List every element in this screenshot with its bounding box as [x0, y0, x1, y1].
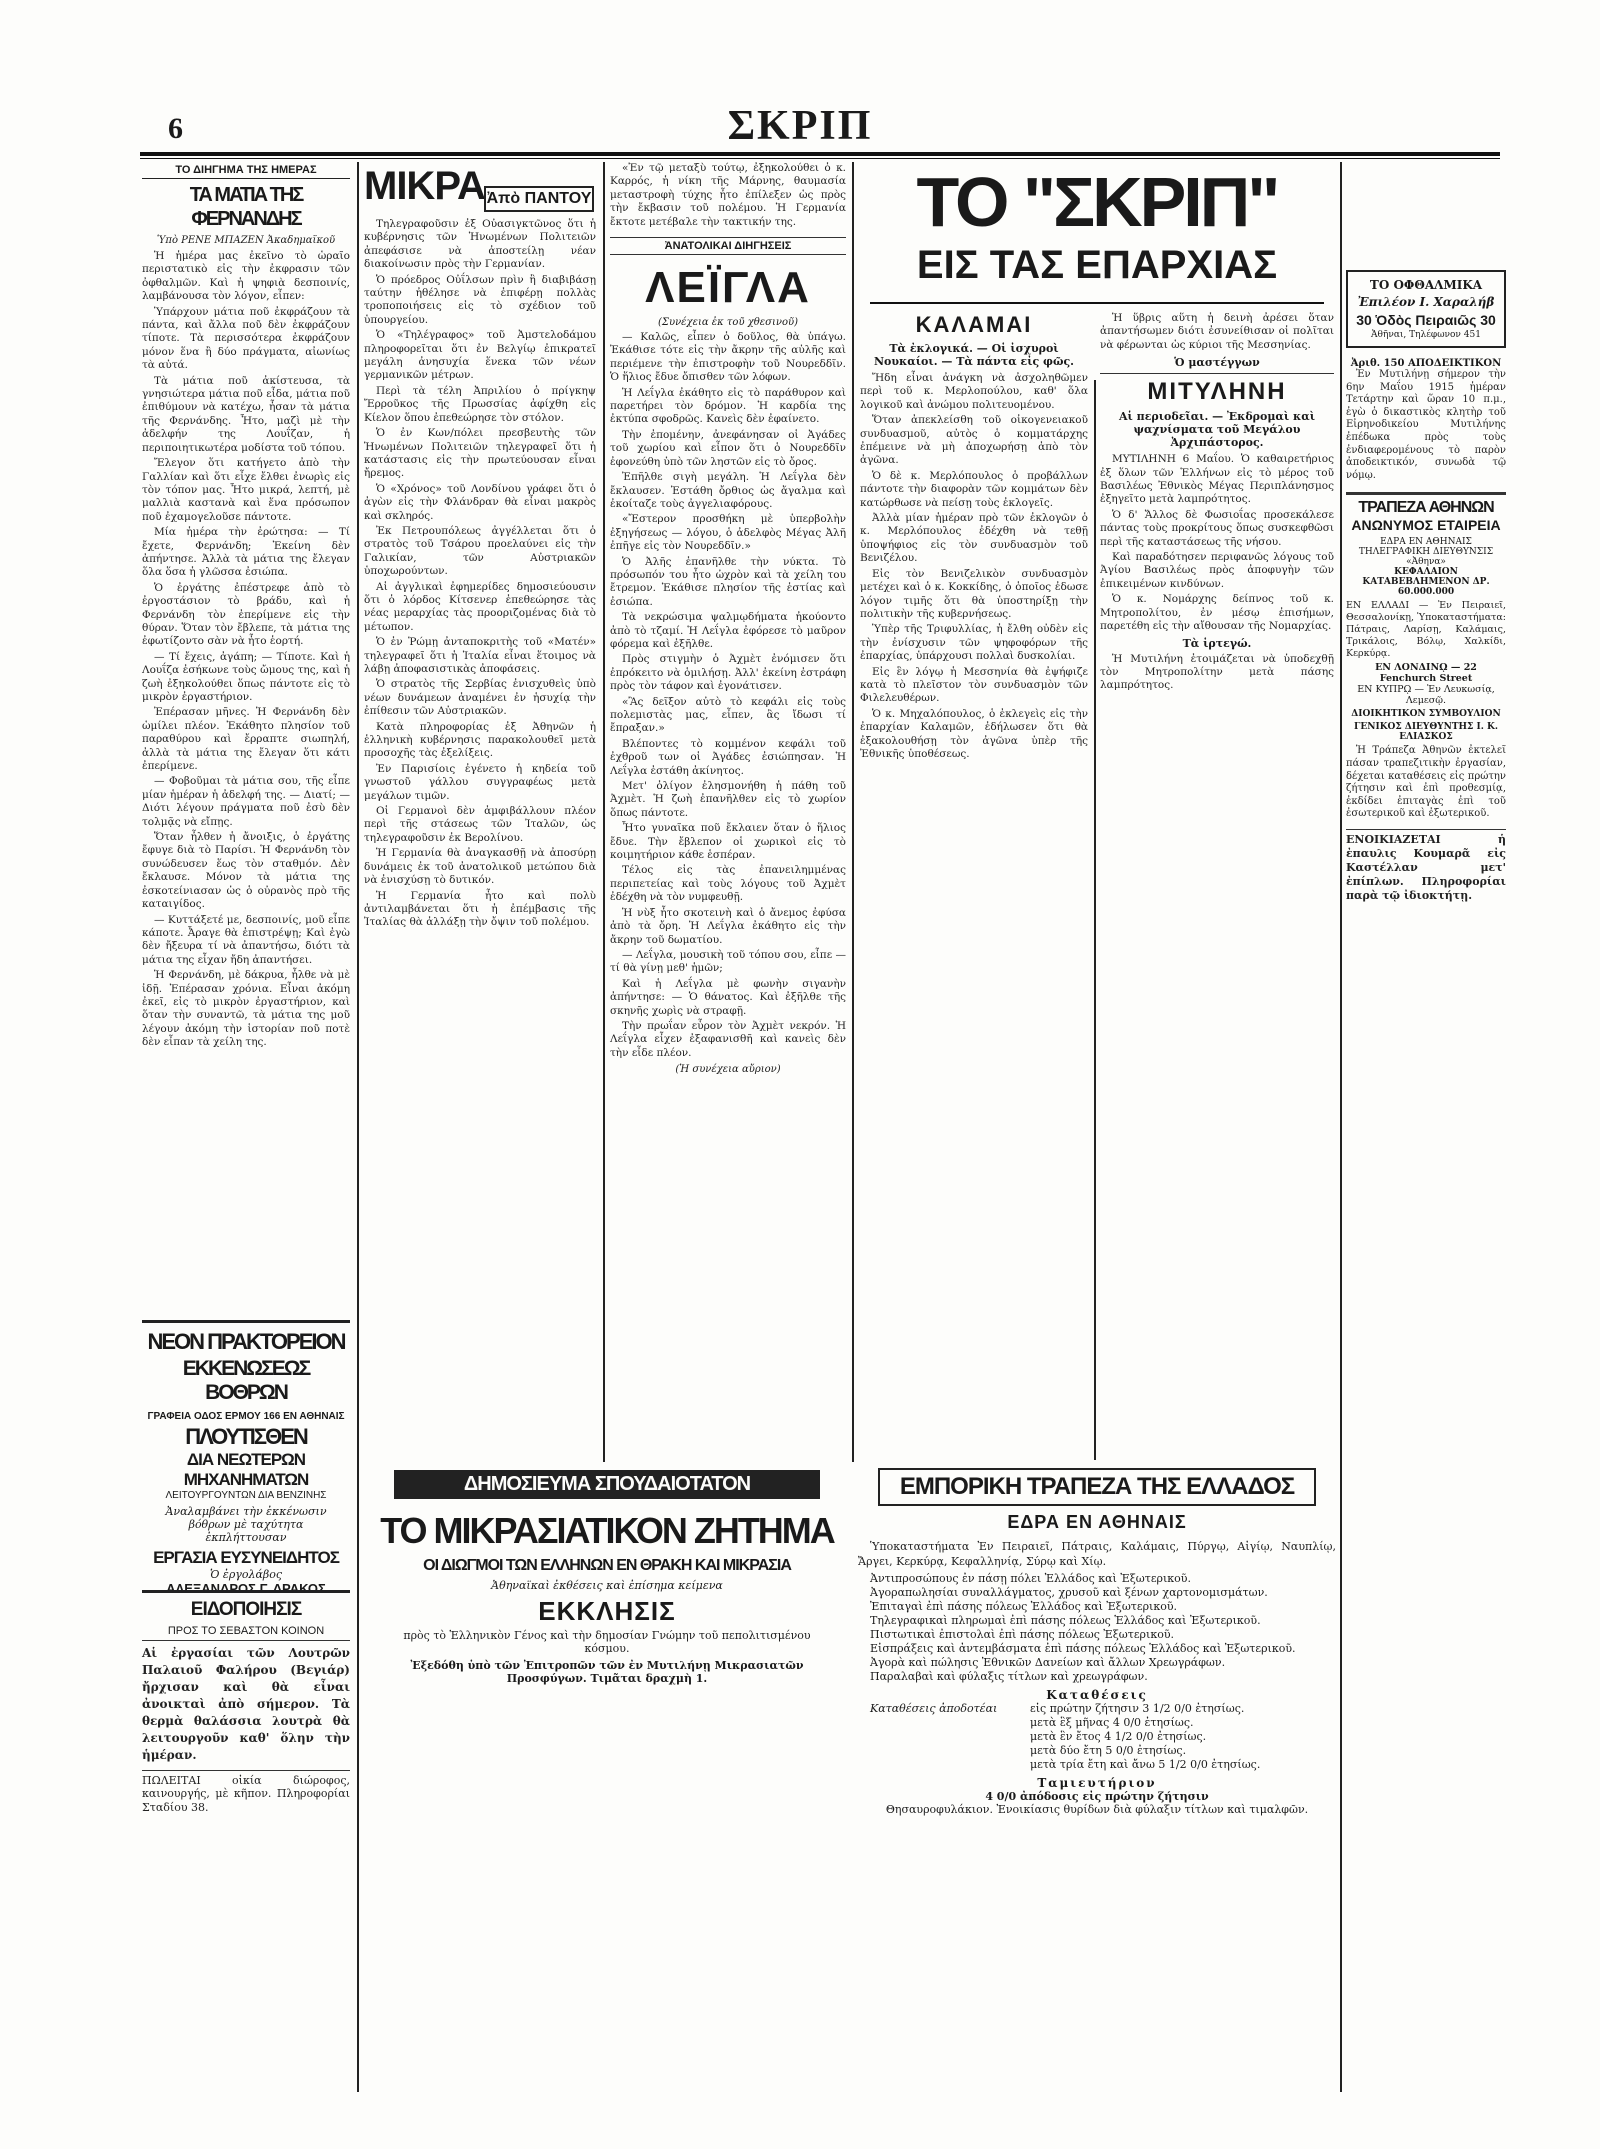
emporiki-deposits: [858, 1702, 1336, 1772]
kalamai-paragraph: Ἤδη εἶναι ἀνάγκη νὰ ἀσχοληθῶμεν περὶ τοῦ κ. Μερλοπούλου, καθ' ὅλα λογικοῦ καὶ ἀνώμου πολιτευομένου.: [860, 372, 1088, 411]
students-line: Ἀθηναϊκαὶ ἐκθέσεις καὶ ἐπίσημα κείμενα: [491, 1579, 723, 1592]
ad-address: ΓΡΑΦΕΙΑ ΟΔΟΣ ΕΡΜΟΥ 166 ΕΝ ΑΘΗΝΑΙΣ: [147, 1411, 345, 1422]
kalamai-continued: Ἡ ὕβρις αὕτη ἡ δεινὴ ἀρέσει ὅταν ἀπαντήσωμεν διότι ἐσυνείθισαν οἱ πολῖται νὰ φέρωνται ὡς κύριοι τῆς Μεσσηνίας.: [1100, 312, 1334, 351]
story-paragraph: Ὑπάρχουν μάτια ποῦ ἐκφράζουν τὰ πάντα, καὶ ἄλλα ποῦ δὲν ἐκφράζουν τίποτε. Τὰ περισσότερα ἐκφράζουν μόνον ἕνα ἢ δύο πράγματα, αἰωνίως τὰ αὐτά.: [142, 305, 350, 372]
emporiki-bank-ad: [858, 1468, 1336, 1898]
students-appeal-text: πρὸς τὸ Ἑλληνικὸν Γένος καὶ τὴν δημοσίαν Γνώμην τοῦ πεπολιτισμένου κόσμου.: [403, 1629, 811, 1655]
story-of-the-day: [142, 162, 350, 1312]
students-title: ΤΟ ΜΙΚΡΑΣΙΑΤΙΚΟΝ ΖΗΤΗΜΑ: [380, 1510, 834, 1551]
deposit-rate-item: εἰς πρώτην ζήτησιν 3 1/2 0/0 ἐτησίως.: [1030, 1702, 1245, 1715]
bank-athens-tele: ΤΗΛΕΓΡΑΦΙΚΗ ΔΙΕΥΘΥΝΣΙΣ «Ἀθηνα»: [1358, 547, 1494, 568]
tale-paragraph: — Λεΐγλα, μουσικὴ τοῦ τόπου σου, εἶπε — τί θὰ γίνῃ μεθ' ἡμῶν;: [610, 948, 846, 975]
masthead: [0, 0, 1600, 170]
brief-paragraph: Ὁ «Χρόνος» τοῦ Λονδίνου γράφει ὅτι ὁ ἀγὼν εἰς τὴν Φλάνδραν θὰ εἶναι μακρὸς καὶ σκληρός.: [364, 482, 596, 522]
emporiki-services: [858, 1572, 1336, 1684]
bank-service-item: Πιστωτικαὶ ἐπιστολαὶ ἐπὶ πάσης πόλεως Ἐξωτερικοῦ.: [870, 1628, 1175, 1641]
mytilene-paragraph: ΜΥΤΙΛΗΝΗ 6 Μαΐου. Ὁ καθαιρετήριος ἐξ ὅλων τῶν Ἑλλήνων εἰς τὸ μέρος τοῦ Βασιλέως Ἐθνικὸς Μέγας Περιπλάνησμος ἐξηγεῖτο μετὰ λαμπρότητος.: [1100, 453, 1334, 506]
deposits-rates: [1030, 1702, 1336, 1772]
mytilene-report: [1100, 312, 1334, 1312]
provinces-title: ΤΟ "ΣΚΡΙΠ": [916, 163, 1278, 241]
tale-paragraph: Καὶ ἡ Λεΐγλα μὲ φωνὴν σιγανὴν ἀπήντησε: — Ὁ θάνατος. Καὶ ἐξῆλθε τῆς σκηνῆς χωρὶς νὰ στραφῇ.: [610, 977, 846, 1017]
brief-paragraph: Ὁ «Τηλέγραφος» τοῦ Ἀμστελοδάμου πληροφορεῖται ὅτι ἐν Βελγίῳ ἐπικρατεῖ μεγάλη ἀνησυχία ἕνεκα τῶν νέων γερμανικῶν μέτρων.: [364, 329, 596, 382]
deposit-rate-item: μετὰ δύο ἔτη 5 0/0 ἐτησίως.: [1030, 1744, 1187, 1757]
rent-notice: ΕΝΟΙΚΙΑΖΕΤΑΙ ἡ ἐπαυλις Κουμαρᾶ εἰς Καστέλλαν μετ' ἐπίπλων. Πληροφορίαι παρὰ τῷ ἰδιοκτήτῃ.: [1346, 829, 1506, 903]
right-column: [1346, 162, 1506, 2092]
tale-paragraph: «Ἔστερον προσθήκη μὲ ὑπερβολὴν ἐξηγήσεως — λόγου, ὁ ἀδελφὸς Μέγας Ἀλῆ ἐπῆγε εἰς τὸν Νουρεδδῖν.»: [610, 513, 846, 553]
brief-paragraph: Περὶ τὰ τέλη Ἀπριλίου ὁ πρίγκηψ Ἔρροῦκος τῆς Πρωσσίας ἀφίχθη εἰς Κίελον ὅπου ἐπεθεώρησε τὸν στόλον.: [364, 384, 596, 424]
mytilene-subheading: Αἱ περιοδεῖαι. — Ἐκδρομαὶ καὶ ψαχνίσματα τοῦ Μεγάλου Ἀρχιπάστορος.: [1118, 410, 1316, 450]
story-title: ΤΑ ΜΑΤΙΑ ΤΗΣ ΦΕΡΝΑΝΔΗΣ: [189, 184, 303, 230]
tale-paragraph: «Ἂς δεῖξον αὐτὸ τὸ κεφάλι εἰς τοὺς πολεμιστὰς μας, εἶπεν, ἂς ἴδωσι τί ἔπραξαν.»: [610, 695, 846, 735]
story-paragraph: Ἐπέρασαν μῆνες. Ἡ Φερνάνδη δὲν ὡμίλει πλέον. Ἐκάθητο πλησίον τοῦ παραθύρου καὶ ἔρραπτε σιωπηλή, ἀλλὰ τὰ μάτια της ἔλεγαν ὅτι κάτι ἐπερίμενε.: [142, 706, 350, 773]
tale-paragraph: Τέλος εἰς τὰς ἐπανειλημμένας περιπετείας καὶ τοὺς λόγους τοῦ Ἀχμὲτ ἐδέχθη νὰ τὸν νυμφευθῇ.: [610, 864, 846, 904]
kalamai-subheading: Τὰ ἐκλογικά. — Οἱ ἰσχυροὶ Νουκαίοι. — Τὰ πάντα εἰς φῶς.: [873, 342, 1075, 368]
brief-subtitle-box: [484, 186, 594, 212]
kalamai-paragraph: Ὁ κ. Μηχαλόπουλος, ὁ ἐκλεγεὶς εἰς τὴν ἐπαρχίαν Καλαμῶν, ἐδήλωσεν ὅτι θὰ ἐξακολουθήσῃ τὸν ἀγῶνα ὑπὲρ τῆς Ἐθνικῆς ὑποθέσεως.: [860, 707, 1088, 760]
bank-athens-capital: ΚΕΦΑΛΑΙΟΝ ΚΑΤΑΒΕΒΛΗΜΕΝΟΝ ΔΡ. 60.000.000: [1362, 567, 1490, 598]
deposit-rate-item: μετὰ ἓν ἔτος 4 1/2 0/0 ἐτησίως.: [1030, 1730, 1207, 1743]
ad-cesspit-service: [142, 1320, 350, 1596]
tale-paragraph: Ἡ Λεΐγλα ἐκάθητο εἰς τὸ παράθυρον καὶ παρετήρει τὸν δρόμον. Ἡ καρδία της ἐκτύπα σφοδρῶς. Κανεὶς δὲν ἐφαίνετο.: [610, 386, 846, 426]
bank-service-item: Ἐπιταγαὶ ἐπὶ πάσης πόλεως Ἑλλάδος καὶ Ἐξωτερικοῦ.: [870, 1600, 1178, 1613]
brief-paragraph: Ἐν Παρισίοις ἐγένετο ἡ κηδεία τοῦ γνωστοῦ γάλλου συγγραφέως μετὰ μεγάλων τιμῶν.: [364, 762, 596, 802]
bank-athens-text: Ἡ Τράπεζα Ἀθηνῶν ἐκτελεῖ πάσαν τραπεζιτικὴν ἐργασίαν, δέχεται καταθέσεις εἰς πρώτην ζήτησιν καὶ ἐπὶ προθεσμίᾳ, ἐκδίδει ἐπιταγὰς ἐπὶ τοῦ ἐσωτερικοῦ καὶ ἐξωτερικοῦ.: [1346, 745, 1506, 820]
tale-paragraph: Βλέποντες τὸ κομμένον κεφάλι τοῦ ἐχθροῦ των οἱ Ἀγάδες ἐσιώπησαν. Ἡ Λεΐγλα ἐστάθη ἀκίνητος.: [610, 737, 846, 777]
bank-service-item: Εἰσπράξεις καὶ ἀντεμβάσματα ἐπὶ πάσης πόλεως Ἑλλάδος καὶ Ἐξωτερικοῦ.: [870, 1642, 1296, 1655]
masthead-rule-thin: [140, 158, 1500, 159]
brief-paragraph: Ὁ ἐν Κων/πόλει πρεσβευτὴς τῶν Ἡνωμένων Πολιτειῶν τηλεγραφεῖ ὅτι ἡ κατάστασις εἰς τὴν πρωτεύουσαν εἶναι ἤρεμος.: [364, 427, 596, 480]
emporiki-deposits-title: Καταθέσεις: [1046, 1688, 1148, 1702]
intro-text: «Ἐν τῷ μεταξὺ τούτῳ, ἐξηκολούθει ὁ κ. Καρρός, ἡ νίκη τῆς Μάρνης, θαυμασία μεταστροφὴ τύχης ἦτο ἐπίλεξεν ὡς πρὸς τὴν ἔκβασιν τοῦ πολέμου. Ἡ Γερμανία ἔκτοτε μετέβαλε τὴν τακτικήν της.: [610, 162, 846, 228]
bank-athens-board: ΔΙΟΙΚΗΤΙΚΟΝ ΣΥΜΒΟΥΛΙΟΝ: [1351, 709, 1501, 720]
mytilene-body: [1100, 453, 1334, 633]
bank-athens-branches: ΕΝ ΕΛΛΑΔΙ — Ἐν Πειραιεῖ, Θεσσαλονίκῃ, Ὑποκαταστήματα: Πάτραις, Λαρίσῃ, Καλάμαις, Τρικάλοις, Βόλῳ, Χαλκίδι, Κερκύρᾳ.: [1346, 600, 1506, 660]
bank-athens-director: ΓΕΝΙΚΟΣ ΔΙΕΥΘΥΝΤΗΣ Ι. Κ. ΕΛΙΑΣΚΟΣ: [1354, 722, 1498, 743]
notices-footer: ΠΩΛΕΙΤΑΙ οἰκία διώροφος, καινουργής, μὲ κῆπον. Πληροφορίαι Σταδίου 38.: [142, 1770, 350, 1814]
mytilene-tail: Ἡ Μυτιλήνη ἐτοιμάζεται νὰ ὑποδεχθῇ τὸν Μητροπολίτην μετὰ πάσης λαμπρότητος.: [1100, 652, 1334, 692]
mytilene-paragraph: Ὁ δ' Ἄλλος δὲ Φωσιοΐας προσεκάλεσε πάντας τοὺς προκρίτους ὅπως συσκεφθῶσι περὶ τῆς καταστάσεως τῆς νήσου.: [1100, 508, 1334, 548]
bank-service-item: Τηλεγραφικαὶ πληρωμαὶ ἐπὶ πάσης πόλεως Ἑλλάδος καὶ Ἐξωτερικοῦ.: [870, 1614, 1261, 1627]
brief-paragraph: Ὁ στρατὸς τῆς Σερβίας ἐνισχυθεὶς ὑπὸ νέων δυνάμεων ἀναμένει ἐν ἡσυχίᾳ τὴν ἐπίθεσιν τῶν Αὐστριακῶν.: [364, 678, 596, 718]
story-paragraph: Ὅταν ἦλθεν ἡ ἄνοιξις, ὁ ἐργάτης ἔφυγε διὰ τὸ Παρίσι. Ἡ Φερνάνδη τὸν συνώδευσεν ἕως τὸν σταθμόν. Δὲν ἔκλαυσε. Μόνον τὰ μάτια της ἐσκοτείνιασαν ὡς ὁ οὐρανὸς πρὸ τῆς καταιγίδος.: [142, 831, 350, 911]
bank-athens-seat: ΕΔΡΑ ΕΝ ΑΘΗΝΑΙΣ: [1380, 537, 1472, 548]
ad-line: Ἀναλαμβάνει τὴν ἐκκένωσιν βόθρων μὲ ταχύτητα ἐκπλήττουσαν: [165, 1505, 327, 1544]
kalamai-paragraph: Ἀλλὰ μίαν ἡμέραν πρὸ τῶν ἐκλογῶν ὁ κ. Μερλόπουλος ἐδέχθη νὰ τεθῇ ὑποψήφιος εἰς τὸν συνδυασμὸν τοῦ Βενιζέλου.: [860, 512, 1088, 565]
ad-title-2: ΕΚΚΕΝΩΣΕΩΣ ΒΟΘΡΩΝ: [182, 1357, 310, 1404]
students-subtitle: ΟΙ ΔΙΩΓΜΟΙ ΤΩΝ ΕΛΛΗΝΩΝ ΕΝ ΘΡΑΚΗ ΚΑΙ ΜΙΚΡΑΣΙΑ: [423, 1557, 791, 1574]
column-divider: [603, 162, 605, 1462]
bank-athens-ad: [1346, 492, 1506, 821]
tale-paragraph: Τὰ νεκρώσιμα ψαλμῳδήματα ἠκούοντο ἀπὸ τὸ τζαμί. Ἡ Λεΐγλα ἐφόρεσε τὸ μαῦρον φόρεμα καὶ ἐξῆλθε.: [610, 611, 846, 650]
provinces-rule: [870, 302, 1324, 304]
column-divider: [852, 162, 854, 1462]
notices-title: ΕΙΔΟΠΟΙΗΣΙΣ: [190, 1599, 302, 1620]
brief-news: [364, 162, 596, 1312]
students-publication: [364, 1470, 850, 1890]
story-paragraph: — Κυττάξετέ με, δεσποινίς, μοῦ εἶπε κάποτε. Ἆραγε θὰ ἐπιστρέψῃ; Καὶ ἐγὼ δὲν ἤξευρα τί νὰ ἀπαντήσω, διότι τὰ μάτια της εἶχαν ἤδη ἀπαντήσει.: [142, 913, 350, 966]
ophthalmic-name: Ἐπιλέον Ι. Χαραλήβ: [1357, 295, 1495, 309]
story-body: [142, 250, 350, 1050]
tale-paragraph: Μετ' ὀλίγον ἐλησμονήθη ἡ πάθη τοῦ Ἀχμὲτ. Ἡ ζωὴ ἐπανῆλθεν εἰς τὸ χωρίον ὅπως πάντοτε.: [610, 780, 846, 819]
kalamai-paragraph: Ὁ δὲ κ. Μερλόπουλος ὁ προβάλλων πάντοτε τὴν διαφορὰν τῶν κομμάτων δὲν κατώρθωσε νὰ πείσῃ τοὺς ἐκλογεῖς.: [860, 469, 1088, 509]
mytilene-paragraph: Καὶ παραδότησεν περιφανῶς λόγους τοῦ Ἀγίου Βασιλέως πρὸς ἀποφυγὴν τῶν ἐπικειμένων κινδύνων.: [1100, 551, 1334, 590]
column-divider: [357, 162, 359, 2092]
brief-paragraph: Ὁ πρόεδρος Οὐΐλσων πρὶν ἢ διαβιβάσῃ ταύτην ἠθέλησε νὰ ἐπιφέρῃ πολλὰς τροποποιήσεις εἰς τὸ σχέδιον τοῦ ὑπουργείου.: [364, 273, 596, 326]
notices-subtitle: ΠΡΟΣ ΤΟ ΣΕΒΑΣΤΟΝ ΚΟΙΝΟΝ: [142, 1625, 350, 1641]
brief-paragraph: Κατὰ πληροφορίας ἐξ Ἀθηνῶν ἡ ἑλληνικὴ κυβέρνησις παρακολουθεῖ μετὰ προσοχῆς τὰς ἐξελίξεις.: [364, 720, 596, 760]
bank-service-item: Παραλαβαὶ καὶ φύλαξις τίτλων καὶ χρεωγράφων.: [870, 1670, 1148, 1683]
students-appeal: ΕΚΚΛΗΣΙΣ: [538, 1596, 676, 1626]
bank-athens-cyprus: ΕΝ ΚΥΠΡῼ — Ἐν Λευκωσίᾳ, Λεμεσῷ.: [1357, 684, 1495, 707]
students-publisher: Ἐξεδόθη ὑπὸ τῶν Ἐπιτροπῶν τῶν ἐν Μυτιλήνῃ Μικρασιατῶν Προσφύγων. Τιμᾶται δραχμὴ 1.: [410, 1659, 804, 1685]
story-paragraph: Ὁ ἐργάτης ἐπέστρεφε ἀπὸ τὸ ἐργοστάσιον τὸ βράδυ, καὶ ἡ Φερνάνδη τὸν ἐπερίμενε εἰς τὴν θύραν. Ὅταν τὸν ἔβλεπε, τὰ μάτια της ἐφωτίζοντο σὰν νὰ ἦτο ἑορτή.: [142, 581, 350, 648]
ophthalmic-address: 30 Ὁδὸς Πειραιῶς 30: [1356, 312, 1496, 328]
provinces-subtitle: ΕΙΣ ΤΑΣ ΕΠΑΡΧΙΑΣ: [916, 243, 1278, 287]
bank-service-item: Ἀγορὰ καὶ πώλησις Ἐθνικῶν Δανείων καὶ ἄλλων Χρεωγράφων.: [870, 1656, 1226, 1669]
tale-paragraph: — Καλῶς, εἶπεν ὁ δοῦλος, θὰ ὑπάγω. Ἐκάθισε τότε εἰς τὴν ἄκρην τῆς αὐλῆς καὶ περιέμενε τὴν ἐπιστροφὴν τοῦ Νουρεδδῖν. Ὁ ἥλιος ἔδυε ὄπισθεν τῶν λόφων.: [610, 331, 846, 384]
ad-line: Ὁ ἐργολάβος: [209, 1568, 283, 1581]
section-label: ΤΟ ΔΙΗΓΗΜΑ ΤΗΣ ΗΜΕΡΑΣ: [142, 162, 350, 179]
deposit-rate-item: μετὰ ἓξ μῆνας 4 0/0 ἐτησίως.: [1030, 1716, 1194, 1729]
column-divider: [1340, 162, 1342, 2092]
emporiki-vault: Θησαυροφυλάκιον. Ἐνοικίασις θυρίδων διὰ φύλαξιν τίτλων καὶ τιμαλφῶν.: [885, 1803, 1309, 1816]
ad-title-1: ΝΕΟΝ ΠΡΑΚΤΟΡΕΙΟΝ: [147, 1329, 345, 1354]
brief-paragraph: Ὁ ἐν Ῥώμῃ ἀνταποκριτὴς τοῦ «Ματέν» τηλεγραφεῖ ὅτι ἡ Ἰταλία εἶναι ἕτοιμος νὰ λάβῃ ἀποφασιστικὰς ἀποφάσεις.: [364, 636, 596, 675]
story-paragraph: — Τί ἔχεις, ἀγάπη; — Τίποτε. Καὶ ἡ Λουΐζα ἐσήκωνε τοὺς ὤμους της, καὶ ἡ ζωὴ ἐξηκολούθει ὅπως πάντοτε εἰς τὸ μικρὸν ἐργαστήριον.: [142, 650, 350, 703]
ophthalmic-city: Ἀθῆναι, Τηλέφωνον 451: [1371, 330, 1481, 340]
mytilene-paragraph: Ὁ κ. Νομάρχης δείπνος τοῦ κ. Μητροπολίτου, ἐν μέσῳ ἐπισήμων, παρετέθη εἰς τὴν αἴθουσαν τῆς Νομαρχίας.: [1100, 593, 1334, 633]
kalamai-paragraph: Ὅταν ἀπεκλείσθη τοῦ οἰκογενειακοῦ συνδυασμοῦ, αὐτὸς ὁ κομματάρχης ἐπέμεινε νὰ μὴ ἀποχωρήσῃ ἀπὸ τὸν ἀγῶνα.: [860, 414, 1088, 467]
deposits-label: Καταθέσεις ἀποδοτέαι: [870, 1702, 998, 1715]
tale-paragraph: Πρὸς στιγμὴν ὁ Ἀχμὲτ ἐνόμισεν ὅτι ἐπρόκειτο νὰ ὁμιλήσῃ. Ἀλλ' ἐκείνη ἐστράφη πρὸς τὸν τάφον καὶ ἐγονάτισεν.: [610, 653, 846, 693]
ad-line: ΠΛΟΥΤΙΣΘΕΝ: [185, 1424, 307, 1449]
column-divider: [1094, 380, 1096, 1460]
brief-title: ΜΙΚΡΑ: [364, 164, 485, 208]
ad-line: ΑΛΕΞΑΝΔΡΟΣ Γ. ΔΡΑΚΟΣ: [166, 1581, 326, 1596]
bank-service-item: Ἀντιπροσώπους ἐν πάσῃ πόλει Ἑλλάδος καὶ Ἐξωτερικοῦ.: [870, 1572, 1191, 1585]
mytilene-sub2: Τὰ ἱρτεγώ.: [1182, 636, 1252, 650]
kalamai-report: [860, 312, 1088, 1312]
tale-body: [610, 331, 846, 1060]
kalamai-paragraph: Ὑπὲρ τῆς Τριφυλλίας, ἡ ἔλθη οὐδὲν εἰς τὴν ἐνίσχυσιν τῶν ψηφοφόρων τῆς ἐπαρχίας, ὑπάρχουσι πολλαὶ δυσκολίαι.: [860, 623, 1088, 663]
brief-paragraph: Ἐκ Πετρουπόλεως ἀγγέλλεται ὅτι ὁ στρατὸς τοῦ Τσάρου προελαύνει εἰς τὴν Γαλικίαν, τῶν Αὐστριακῶν ὑποχωρούντων.: [364, 524, 596, 578]
brief-subtitle: Ἀπὸ ΠΑΝΤΟΥ: [486, 190, 592, 207]
bank-athens-title: ΤΡΑΠΕΖΑ ΑΘΗΝΩΝ: [1358, 499, 1494, 517]
notices-text: Αἱ ἐργασίαι τῶν Λουτρῶν Παλαιοῦ Φαλήρου (Βεγιάρ) ἤρχισαν καὶ θὰ εἶναι ἀνοικταὶ ἀπὸ σήμερον. Τὰ θερμὰ θαλάσσια λουτρὰ θὰ λειτουργοῦν καθ' ὅλην τὴν ἡμέραν.: [142, 1646, 350, 1762]
notices: [142, 1590, 350, 1893]
ophthalmic-heading: ΤΟ ΟΦΘΑΛΜΙΚΑ: [1369, 278, 1483, 292]
tale-paragraph: Ἡ νὺξ ἦτο σκοτεινὴ καὶ ὁ ἄνεμος ἐφύσα ἀπὸ τὰ ὄρη. Ἡ Λεΐγλα ἐκάθητο εἰς τὴν ἄκρην τοῦ δωματίου.: [610, 906, 846, 946]
deposit-rate-item: μετὰ τρία ἔτη καὶ ἄνω 5 1/2 0/0 ἐτησίως.: [1030, 1758, 1261, 1771]
bank-athens-london: ΕΝ ΛΟΝΔΙΝῼ — 22 Fenchurch Street: [1375, 662, 1477, 685]
tale-footer: (Ἡ συνέχεια αὔριον): [675, 1064, 781, 1076]
emporiki-seat: ΕΔΡΑ ΕΝ ΑΘΗΝΑΙΣ: [1007, 1512, 1187, 1532]
ad-line: ΛΕΙΤΟΥΡΓΟΥΝΤΩΝ ΔΙΑ ΒΕΝΖΙΝΗΣ: [165, 1490, 327, 1501]
students-banner: ΔΗΜΟΣΙΕΥΜΑ ΣΠΟΥΔΑΙΟΤΑΤΟΝ: [394, 1470, 820, 1499]
brief-body: [364, 218, 596, 932]
emporiki-savings-title: Ταμιευτήριον: [1037, 1776, 1157, 1790]
brief-paragraph: Οἱ Γερμανοὶ δὲν ἀμφιβάλλουν πλέον περὶ τῆς στάσεως τῶν Ἰταλῶν, ὡς τηλεγραφοῦσιν ἐκ Βερολίνου.: [364, 805, 596, 844]
story-paragraph: Μία ἡμέρα τὴν ἐρώτησα: — Τί ἔχετε, Φερνάνδη; Ἐκείνη δὲν ἀπήντησε. Ἀλλὰ τὰ μάτια της ἔλεγαν ὅλα ὅσα ἡ γλῶσσα ἐσιώπα.: [142, 526, 350, 579]
tale-paragraph: Ὁ Ἀλῆς ἐπανῆλθε τὴν νύκτα. Τὸ πρόσωπόν του ἦτο ὠχρὸν καὶ τὰ χείλη του ἔτρεμον. Ἐκάθισε πλησίον τῆς ἑστίας καὶ ἐσιώπα.: [610, 555, 846, 608]
tale-paragraph: Τὴν ἐπομένην, ἀνεφάνησαν οἱ Ἀγάδες τοῦ χωρίου καὶ εἶπον ὅτι ὁ Νουρεδδῖν ἐφονεύθη ὑπὸ τῶν ληστῶν εἰς τὸ ὄρος.: [610, 428, 846, 468]
decree-heading: Ἀριθ. 150 ΑΠΟΔΕΙΚΤΙΚΟΝ: [1350, 358, 1502, 369]
emporiki-savings: 4 0/0 ἀπόδοσις εἰς πρώτην ζήτησιν: [985, 1790, 1209, 1803]
tale-paragraph: Τὴν πρωΐαν εὗρον τὸν Ἀχμὲτ νεκρόν. Ἡ Λεΐγλα εἶχεν ἐξαφανισθῆ καὶ κανεὶς δὲν τὴν εἶδε πλέον.: [610, 1019, 846, 1059]
decree-text: Ἐν Μυτιλήνῃ σήμερον τὴν 6ην Μαΐου 1915 ἡμέραν Τετάρτην καὶ ὥραν 10 π.μ., ἐγὼ ὁ δικαστικὸς κλητὴρ τοῦ Εἰρηνοδικείου Μυτιλήνης ἐπέδωκα πρὸς τοὺς ἐνδιαφερομένους τὸ παρὸν ἀποδεικτικόν, συνωδὰ τῷ νόμῳ.: [1346, 369, 1506, 481]
story-byline: Ὑπὸ ΡΕΝΕ ΜΠΑΖΕΝ Ἀκαδημαϊκοῦ: [156, 235, 336, 246]
tale-title: ΛΕΪΓΛΑ: [645, 263, 811, 313]
brief-paragraph: Ἡ Γερμανία ἦτο καὶ πολὺ ἀντιλαμβάνεται ὅτι ἡ ἐπέμβασις τῆς Ἰταλίας θὰ ἀλλάξῃ τὴν ὄψιν τοῦ πολέμου.: [364, 889, 596, 929]
ad-line: ΔΙΑ ΝΕΩΤΕΡΩΝ ΜΗΧΑΝΗΜΑΤΩΝ: [183, 1450, 309, 1489]
ad-line: ΕΡΓΑΣΙΑ ΕΥΣΥΝΕΙΔΗΤΟΣ: [153, 1548, 339, 1567]
ophthalmic-ad: [1346, 270, 1506, 348]
kalamai-paragraph: Εἰς ἓν λόγῳ ἡ Μεσσηνία θὰ ἐψήφιζε κατὰ τὸ πλεῖστον τὸν συνδυασμὸν τῶν Φιλελευθέρων.: [860, 665, 1088, 705]
story-paragraph: Ἡ ἡμέρα μας ἐκεῖνο τὸ ὡραῖο περιστατικὸ εἰς τὴν ἐκφρασιν τῶν ὀφθαλμῶν. Καὶ ἡ ψηφιὰ δεσποινίς, λαμβάνουσα τὸν λόγον, εἶπεν:: [142, 250, 350, 303]
masthead-rule: [140, 152, 1500, 156]
page-number: 6: [168, 112, 183, 145]
bank-athens-subtitle: ΑΝΩΝΥΜΟΣ ΕΤΑΙΡΕΙΑ: [1351, 517, 1501, 534]
bank-service-item: Ἀγοραπωλησίαι συναλλάγματος, χρυσοῦ καὶ ξένων χαρτονομισμάτων.: [870, 1586, 1268, 1599]
story-paragraph: Ἔλεγον ὅτι κατήγετο ἀπὸ τὴν Γαλλίαν καὶ ὅτι εἶχε ἔλθει ἐνωρὶς εἰς τὸν τόπον μας. Ἦτο μικρά, λεπτή, μὲ μαλλιὰ καστανὰ καὶ ἕνα πρόσωπον ποῦ ἐχαμογελοῦσε πάντοτε.: [142, 457, 350, 523]
mytilene-heading: ΜΙΤΥΛΗΝΗ: [1100, 373, 1334, 406]
story-paragraph: Ἡ Φερνάνδη, μὲ δάκρυα, ἦλθε νὰ μὲ ἰδῇ. Ἐπέρασαν χρόνια. Εἶναι ἀκόμη ἐκεῖ, εἰς τὸ μικρὸν ἐργαστήριον, καὶ ὅταν τὴν συναντῶ, τὰ μάτια της μοῦ λέγουν ἀκόμη τὴν ἱστορίαν ποῦ ποτὲ δὲν εἶπαν τὰ χείλη της.: [142, 969, 350, 1049]
story-paragraph: Τὰ μάτια ποῦ ἀκίστευσα, τὰ γνησιώτερα μάτια ποῦ εἶδα, μάτια ποῦ ἐπιθύμουν νὰ κατέχω, ἦσαν τὰ μάτια τῆς Φερνάνδης. Ἦτο, μαζὶ μὲ τὴν ἀδελφήν της Λουΐζαν, ἡ περιποιητικωτέρα μοδίστα τοῦ τόπου.: [142, 374, 350, 454]
section-label: ἈΝΑΤΟΛΙΚΑΙ ΔΙΗΓΗΣΕΙΣ: [610, 237, 846, 255]
brief-paragraph: Ἡ Γερμανία θὰ ἀναγκασθῇ νὰ ἀποσύρῃ δυνάμεις ἐκ τοῦ ἀνατολικοῦ μετώπου διὰ νὰ ἐνισχύσῃ τὸ δυτικόν.: [364, 847, 596, 887]
kalamai-signature: Ὁ μαστέγγων: [1174, 356, 1260, 370]
emporiki-title: ΕΜΠΟΡΙΚΗ ΤΡΑΠΕΖΑ ΤΗΣ ΕΛΛΑΔΟΣ: [878, 1468, 1316, 1506]
paper-name: ΣΚΡΙΠ: [727, 103, 873, 149]
tale-paragraph: Ἦτο γυναῖκα ποῦ ἔκλαιεν ὅταν ὁ ἥλιος ἔδυε. Τὴν ἔβλεπον οἱ χωρικοὶ εἰς τὸ κοιμητήριον κάθε ἑσπέραν.: [610, 822, 846, 862]
brief-paragraph: Τηλεγραφοῦσιν ἐξ Οὐασιγκτῶνος ὅτι ἡ κυβέρνησις τῶν Ἡνωμένων Πολιτειῶν ἀπεφάσισε νὰ ἀποστείλῃ νέαν διακοίνωσιν πρὸς τὴν Γερμανίαν.: [364, 218, 596, 271]
brief-paragraph: Αἱ ἀγγλικαὶ ἐφημερίδες δημοσιεύουσιν ὅτι ὁ λόρδος Κίτσενερ ἐπεθεώρησε τὰς νέας μεραρχίας τὰς προοριζομένας διὰ τὸ μέτωπον.: [364, 580, 596, 633]
kalamai-body: [860, 372, 1088, 761]
kalamai-heading: ΚΑΛΑΜΑΙ: [915, 312, 1033, 337]
continued-note: (Συνέχεια ἐκ τοῦ χθεσινοῦ): [658, 317, 798, 329]
tale-paragraph: Ἐπῆλθε σιγὴ μεγάλη. Ἡ Λεΐγλα δὲν ἔκλαυσεν. Ἐστάθη ὄρθιος ὡς ἄγαλμα καὶ ἐκοίταζε τοὺς ἀγγελιαφόρους.: [610, 471, 846, 510]
kalamai-paragraph: Εἰς τὸν Βενιζελικὸν συνδυασμὸν μετέχει καὶ ὁ κ. Κοκκίδης, ὁ ὁποῖος ἐδωσε λόγον τιμῆς ὅτι θὰ ὑποστηρίξῃ τὴν πολιτικὴν τῆς κυβερνήσεως.: [860, 567, 1088, 620]
eastern-tales: [610, 162, 846, 1312]
emporiki-branches: Ὑποκαταστήματα Ἐν Πειραιεῖ, Πάτραις, Καλάμαις, Πύργῳ, Αἰγίῳ, Ναυπλίῳ, Ἄργει, Κερκύρᾳ, Κεφαλληνίᾳ, Σύρῳ καὶ Χίῳ.: [858, 1540, 1336, 1568]
story-paragraph: — Φοβοῦμαι τὰ μάτια σου, τῆς εἶπε μίαν ἡμέραν ἡ ἀδελφή της. — Διατί; — Διότι λέγουν πράγματα ποῦ ἐσὺ δὲν τολμᾷς νὰ εἴπῃς.: [142, 775, 350, 828]
